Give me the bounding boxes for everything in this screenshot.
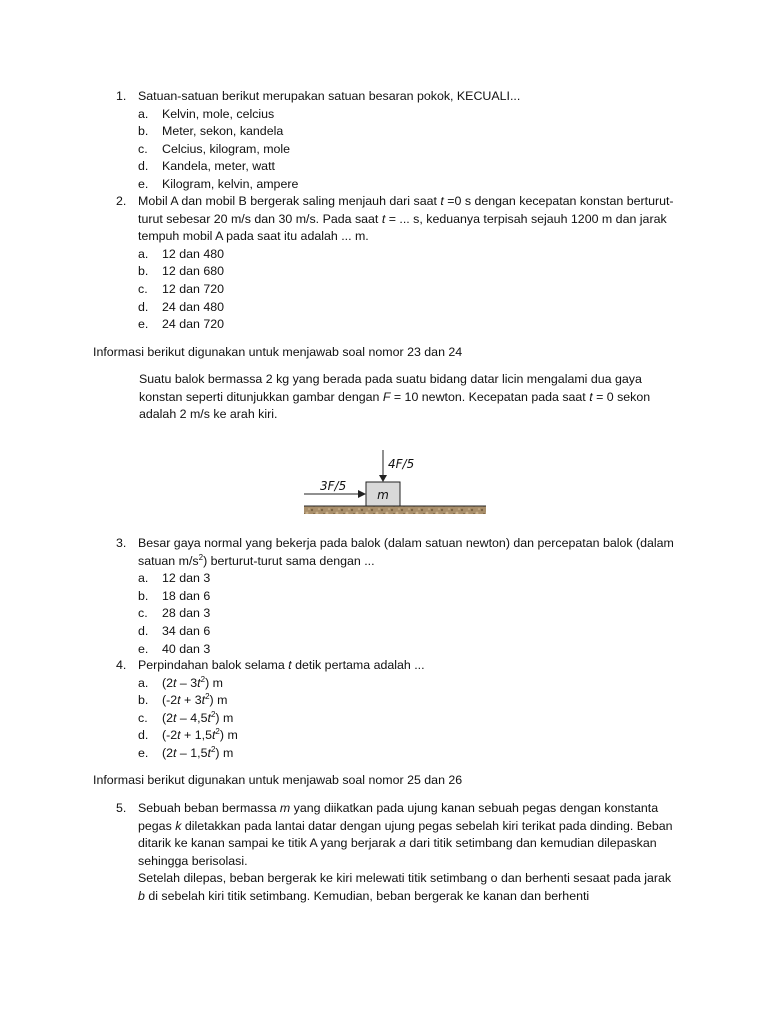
option-letter: c. <box>138 710 148 725</box>
text-segment: (2 <box>162 745 174 760</box>
ground-surface <box>304 506 486 514</box>
text-segment: Perpindahan balok selama <box>138 658 289 672</box>
variable-t: t <box>201 693 206 708</box>
option-letter: c. <box>138 141 148 156</box>
question-paragraph <box>138 800 676 870</box>
text-segment: – 1,5 <box>176 745 208 760</box>
option-e <box>138 745 676 763</box>
text-segment: detik pertama adalah ... <box>291 658 425 672</box>
force-diagram <box>300 444 490 520</box>
text-segment: (2 <box>162 710 174 725</box>
text-segment: dari titik setimbang dan kemudian dilepaskan sehingga berisolasi. <box>138 836 657 868</box>
option-e <box>138 641 676 659</box>
option-text <box>162 727 238 745</box>
option-text <box>162 710 233 728</box>
variable-t: t <box>381 211 386 226</box>
force-label-vertical: 4F/5 <box>388 457 415 471</box>
text-segment: diletakkan pada lantai datar dengan ujung pegas sebelah kiri terikat pada dinding. Beban ditarik ke kanan sampai ke titik A yang berjarak <box>138 818 673 851</box>
option-text: 12 dan 480 <box>162 246 225 261</box>
text-segment: Suatu balok bermassa 2 kg yang berada pada suatu bidang datar licin mengalami dua gaya konstan seperti ditunjukkan gambar dengan <box>139 372 642 404</box>
option-text: 12 dan 3 <box>162 571 211 586</box>
text-segment: = ... s, keduanya terpisah sejauh 1200 m dan jarak tempuh mobil A pada saat itu adalah ... m. <box>138 211 667 244</box>
question-text: Satuan-satuan berikut merupakan satuan besaran pokok, KECUALI... <box>138 89 521 103</box>
text-segment: = 10 newton. Kecepatan pada saat <box>390 389 590 404</box>
variable-a: a <box>399 836 406 851</box>
option-letter: b. <box>138 124 149 139</box>
option-c <box>138 281 676 299</box>
text-segment: ) m <box>219 728 238 743</box>
text-segment: (2 <box>162 675 174 690</box>
text-segment: (-2 <box>162 693 178 708</box>
option-c <box>138 710 676 728</box>
option-letter: d. <box>138 159 149 174</box>
variable-t: t <box>197 675 201 690</box>
option-a <box>138 675 676 693</box>
option-text <box>162 675 223 693</box>
question-number: 3. <box>116 536 127 550</box>
option-d <box>138 727 676 745</box>
option-letter: d. <box>138 623 149 638</box>
option-text: 40 dan 3 <box>162 641 211 656</box>
option-d <box>138 623 676 641</box>
option-letter: e. <box>138 641 149 656</box>
option-letter: a. <box>138 106 149 121</box>
option-c <box>138 141 676 159</box>
option-b <box>138 692 676 710</box>
arrow-head-down <box>379 475 387 482</box>
text-segment: – 4,5 <box>176 710 208 725</box>
option-d <box>138 158 676 176</box>
variable-m: m <box>279 801 291 815</box>
option-text: 24 dan 480 <box>162 299 225 314</box>
superscript: 2 <box>198 552 204 562</box>
option-letter: b. <box>138 264 149 279</box>
superscript: 2 <box>200 674 206 684</box>
text-segment: ) berturut-turut sama dengan ... <box>203 553 375 568</box>
text-segment: ) m <box>215 745 234 760</box>
text-segment: – 3 <box>176 675 198 690</box>
info-heading: Informasi berikut digunakan untuk menjawab soal nomor 23 dan 24 <box>93 345 463 359</box>
option-a <box>138 570 676 588</box>
variable-t: t <box>589 389 593 404</box>
option-b <box>138 123 676 141</box>
option-letter: e. <box>138 745 149 760</box>
option-text: Meter, sekon, kandela <box>162 124 284 139</box>
option-text: Kilogram, kelvin, ampere <box>162 176 299 191</box>
superscript: 2 <box>205 692 210 702</box>
text-segment: ) m <box>209 693 228 708</box>
text-segment: (-2 <box>162 728 178 743</box>
superscript: 2 <box>210 709 216 719</box>
options-list <box>138 246 676 334</box>
variable-b: b <box>138 888 145 903</box>
text-segment: Sebuah beban bermassa <box>138 801 280 815</box>
question-text <box>138 657 676 675</box>
paragraph-text <box>93 371 683 424</box>
text-segment: = 0 sekon adalah 2 m/s ke arah kiri. <box>139 389 651 422</box>
option-text: Kandela, meter, watt <box>162 159 275 174</box>
superscript: 2 <box>215 727 220 737</box>
option-text: 24 dan 720 <box>162 317 225 332</box>
option-b <box>138 588 676 606</box>
question-2 <box>116 193 676 334</box>
question-5 <box>116 800 676 906</box>
text-segment: yang diikatkan pada ujung kanan sebuah pegas dengan konstanta pegas <box>138 801 659 833</box>
force-label-horizontal: 3F/5 <box>320 479 347 493</box>
question-text <box>138 535 676 570</box>
variable-t: t <box>211 728 216 743</box>
text-segment: Besar gaya normal yang bekerja pada balok (dalam satuan newton) dan percepatan balok (dalam satuan m/s <box>138 536 674 568</box>
option-text: Celcius, kilogram, mole <box>162 141 291 156</box>
text-segment: + 1,5 <box>180 728 212 743</box>
question-number: 2. <box>116 194 127 208</box>
option-b <box>138 263 676 281</box>
variable-t: t <box>207 745 211 760</box>
variable-F: F <box>382 389 391 404</box>
option-letter: e. <box>138 176 149 191</box>
question-paragraph <box>138 870 676 905</box>
option-a <box>138 246 676 264</box>
option-text: 18 dan 6 <box>162 588 211 603</box>
variable-t: t <box>177 693 181 708</box>
option-e <box>138 176 676 194</box>
text-segment: Mobil A dan mobil B bergerak saling menjauh dari saat <box>138 194 441 208</box>
text-segment: ) m <box>205 675 223 690</box>
option-letter: a. <box>138 571 149 586</box>
option-letter: c. <box>138 606 148 621</box>
mass-label: m <box>377 488 389 502</box>
option-letter: a. <box>138 246 149 261</box>
option-letter: e. <box>138 317 149 332</box>
option-a <box>138 106 676 124</box>
superscript: 2 <box>210 744 216 754</box>
variable-t: t <box>288 658 292 672</box>
variable-t: t <box>173 675 177 690</box>
option-letter: a. <box>138 675 149 690</box>
option-letter: d. <box>138 299 149 314</box>
question-3 <box>116 535 676 658</box>
option-e <box>138 316 676 334</box>
question-number: 5. <box>116 801 127 815</box>
option-letter: b. <box>138 693 149 708</box>
option-text: 12 dan 720 <box>162 281 225 296</box>
variable-t: t <box>173 745 177 760</box>
options-list <box>138 106 676 194</box>
arrow-head-right <box>358 490 366 498</box>
option-text: 12 dan 680 <box>162 264 225 279</box>
options-list <box>138 675 676 763</box>
variable-t: t <box>207 710 211 725</box>
problem-paragraph <box>93 371 683 424</box>
option-letter: d. <box>138 728 149 743</box>
option-letter: b. <box>138 588 149 603</box>
question-text <box>138 193 676 246</box>
option-text: 34 dan 6 <box>162 623 211 638</box>
question-4 <box>116 657 676 763</box>
option-text <box>162 745 233 763</box>
option-text: 28 dan 3 <box>162 606 211 621</box>
text-segment: Setelah dilepas, beban bergerak ke kiri melewati titik setimbang o dan berhenti sesaat pada jarak <box>138 871 672 886</box>
text-segment: ) m <box>215 710 234 725</box>
text-segment: =0 s dengan kecepatan konstan berturut-turut sebesar 20 m/s dan 30 m/s. Pada saat <box>138 194 674 226</box>
variable-t: t <box>173 710 177 725</box>
text-segment: di sebelah kiri titik setimbang. Kemudian, beban bergerak ke kanan dan berhenti <box>144 888 590 903</box>
question-number: 4. <box>116 658 127 672</box>
variable-k: k <box>175 818 182 833</box>
option-letter: c. <box>138 281 148 296</box>
question-number: 1. <box>116 89 127 103</box>
question-1 <box>116 88 676 194</box>
option-d <box>138 299 676 317</box>
option-text: Kelvin, mole, celcius <box>162 106 275 121</box>
variable-t: t <box>177 728 181 743</box>
question-text <box>138 800 676 906</box>
text-segment: + 3 <box>180 693 202 708</box>
options-list <box>138 570 676 658</box>
option-c <box>138 605 676 623</box>
variable-t: t <box>440 194 444 208</box>
option-text <box>162 692 227 710</box>
force-diagram-svg <box>300 444 490 520</box>
info-heading: Informasi berikut digunakan untuk menjawab soal nomor 25 dan 26 <box>93 773 463 787</box>
